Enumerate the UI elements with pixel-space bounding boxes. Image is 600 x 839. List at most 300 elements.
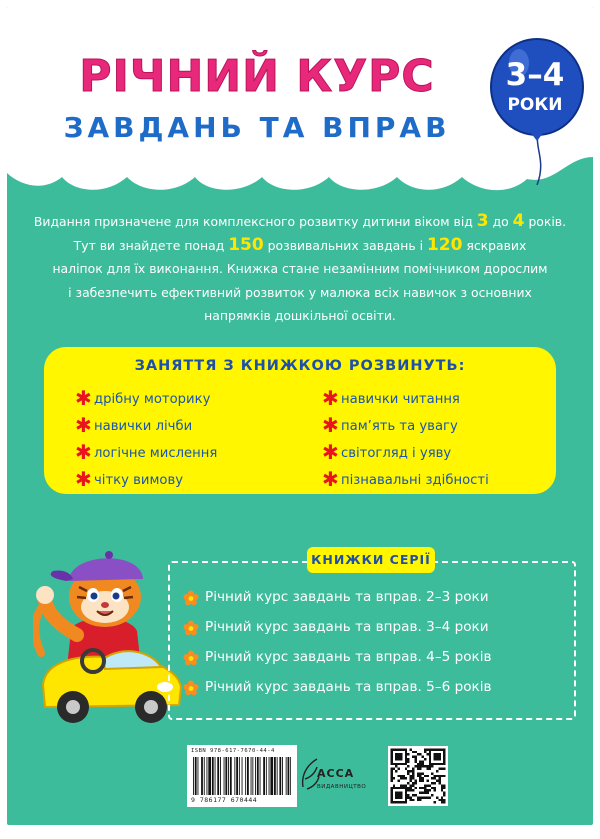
qr-module	[393, 787, 395, 789]
qr-module	[438, 782, 440, 784]
barcode-bar	[288, 757, 290, 795]
qr-module	[443, 784, 445, 786]
qr-module	[443, 794, 445, 796]
qr-module	[419, 765, 421, 767]
qr-module	[431, 772, 433, 774]
publisher-logo	[299, 747, 379, 805]
qr-module	[434, 753, 436, 755]
qr-module	[390, 794, 392, 796]
qr-module	[410, 784, 412, 786]
publisher-name: АССА	[317, 767, 355, 780]
qr-module	[400, 756, 402, 758]
qr-module	[395, 801, 397, 803]
qr-module	[405, 792, 407, 794]
qr-module	[405, 763, 407, 765]
qr-module	[410, 789, 412, 791]
qr-module	[419, 768, 421, 770]
qr-module	[412, 784, 414, 786]
series-list-box	[168, 561, 576, 720]
qr-module	[438, 780, 440, 782]
qr-module	[400, 787, 402, 789]
qr-module	[398, 758, 400, 760]
qr-module	[398, 796, 400, 798]
qr-module	[436, 763, 438, 765]
qr-module	[407, 782, 409, 784]
qr-module	[412, 777, 414, 779]
qr-module	[438, 775, 440, 777]
barcode-bar	[217, 757, 219, 795]
qr-module	[407, 760, 409, 762]
flower-icon	[183, 680, 199, 696]
qr-module	[431, 763, 433, 765]
qr-module	[398, 794, 400, 796]
qr-module	[400, 796, 402, 798]
qr-module	[390, 772, 392, 774]
qr-module	[438, 756, 440, 758]
qr-module	[441, 784, 443, 786]
qr-module	[443, 792, 445, 794]
qr-module	[405, 799, 407, 801]
qr-module	[390, 780, 392, 782]
barcode-bar	[228, 757, 229, 795]
qr-module	[407, 772, 409, 774]
qr-module	[412, 768, 414, 770]
qr-module	[434, 756, 436, 758]
publisher-subtitle: ВИДАВНИЦТВО	[317, 784, 367, 790]
qr-module	[390, 768, 392, 770]
qr-module	[417, 796, 419, 798]
barcode-bar	[220, 757, 221, 795]
qr-module	[443, 753, 445, 755]
qr-module	[426, 780, 428, 782]
flower-icon	[183, 650, 199, 666]
barcode-bar	[263, 757, 265, 795]
qr-module	[395, 748, 397, 750]
qr-module	[395, 796, 397, 798]
qr-module	[412, 799, 414, 801]
qr-module	[410, 748, 412, 750]
qr-module	[405, 801, 407, 803]
qr-module	[419, 780, 421, 782]
qr-module	[436, 753, 438, 755]
qr-module	[410, 796, 412, 798]
barcode-bar	[215, 757, 216, 795]
qr-module	[419, 760, 421, 762]
qr-module	[390, 763, 392, 765]
qr-module	[395, 765, 397, 767]
skill-item: ✱ пізнавальні здібності	[322, 467, 489, 491]
book-back-cover	[7, 7, 593, 825]
qr-module	[441, 801, 443, 803]
qr-module	[398, 787, 400, 789]
qr-module	[390, 792, 392, 794]
qr-module	[434, 777, 436, 779]
qr-module	[402, 763, 404, 765]
star-icon: ✱	[322, 413, 339, 437]
qr-module	[434, 763, 436, 765]
barcode-bar	[230, 757, 232, 795]
series-item: Річний курс завдань та вправ. 5–6 років	[205, 679, 492, 695]
qr-module	[434, 775, 436, 777]
star-icon: ✱	[322, 440, 339, 464]
barcode-bar	[290, 757, 291, 795]
qr-module	[429, 758, 431, 760]
qr-module	[426, 796, 428, 798]
qr-module	[393, 784, 395, 786]
qr-module	[390, 801, 392, 803]
qr-module	[390, 787, 392, 789]
qr-module	[402, 787, 404, 789]
star-icon: ✱	[75, 467, 92, 491]
qr-module	[414, 794, 416, 796]
barcode-bar	[201, 757, 203, 795]
barcode-bar	[208, 757, 211, 795]
qr-module	[438, 799, 440, 801]
qr-module	[390, 775, 392, 777]
qr-module	[429, 748, 431, 750]
barcode-bar	[195, 757, 197, 795]
qr-module	[441, 789, 443, 791]
barcode-bar	[224, 757, 225, 795]
qr-module	[438, 777, 440, 779]
qr-module	[400, 784, 402, 786]
barcode-bars	[193, 757, 291, 795]
barcode-bar	[245, 757, 246, 795]
qr-module	[390, 758, 392, 760]
barcode-bar	[269, 757, 270, 795]
barcode-number: 9 786177 670444	[191, 796, 258, 804]
qr-module	[410, 787, 412, 789]
qr-module	[424, 765, 426, 767]
qr-module	[434, 782, 436, 784]
qr-module	[424, 787, 426, 789]
description-line-2: Тут ви знайдете понад 150 розвивальних завдань і 120 яскравих	[73, 234, 527, 255]
qr-module	[390, 748, 392, 750]
qr-module	[393, 763, 395, 765]
qr-module	[395, 794, 397, 796]
qr-module	[417, 763, 419, 765]
qr-module	[417, 753, 419, 755]
qr-module	[395, 787, 397, 789]
qr-module	[429, 789, 431, 791]
skills-panel	[44, 347, 556, 494]
qr-module	[422, 780, 424, 782]
qr-module	[393, 768, 395, 770]
qr-module	[436, 770, 438, 772]
qr-module	[417, 768, 419, 770]
star-icon: ✱	[75, 440, 92, 464]
qr-module	[405, 794, 407, 796]
qr-module	[443, 748, 445, 750]
barcode-bar	[260, 757, 261, 795]
skills-title: ЗАНЯТТЯ З КНИЖКОЮ РОЗВИНУТЬ:	[134, 358, 466, 374]
qr-module	[436, 756, 438, 758]
qr-module	[426, 784, 428, 786]
qr-module	[412, 789, 414, 791]
qr-module	[405, 756, 407, 758]
qr-module	[405, 787, 407, 789]
qr-module	[400, 763, 402, 765]
qr-module	[441, 768, 443, 770]
qr-module	[417, 799, 419, 801]
qr-module	[390, 753, 392, 755]
qr-module	[414, 787, 416, 789]
qr-module	[424, 775, 426, 777]
barcode-bar	[274, 757, 276, 795]
qr-module	[390, 756, 392, 758]
qr-module	[407, 794, 409, 796]
qr-module	[395, 770, 397, 772]
qr-module	[424, 784, 426, 786]
skill-item: ✱ пам’ять та увагу	[322, 413, 458, 437]
barcode-bar	[193, 757, 194, 795]
qr-module	[414, 782, 416, 784]
qr-module	[434, 748, 436, 750]
qr-module	[412, 751, 414, 753]
barcode-bar	[286, 757, 287, 795]
qr-module	[431, 782, 433, 784]
qr-module	[417, 775, 419, 777]
qr-module	[412, 756, 414, 758]
tiger-in-car-illustration	[33, 535, 183, 731]
barcode-bar	[239, 757, 240, 795]
barcode-bar	[279, 757, 281, 795]
description-line-3: наліпок для їх виконання. Книжка стане незамінним помічником дорослим	[52, 261, 548, 277]
qr-module	[419, 775, 421, 777]
qr-module	[412, 794, 414, 796]
qr-module	[405, 796, 407, 798]
qr-module	[441, 799, 443, 801]
flower-icon	[183, 620, 199, 636]
qr-module	[443, 775, 445, 777]
barcode-bar	[270, 757, 273, 795]
qr-module	[436, 748, 438, 750]
barcode-bar	[251, 757, 252, 795]
qr-module	[422, 760, 424, 762]
qr-module	[426, 792, 428, 794]
qr-module	[424, 796, 426, 798]
qr-module	[419, 772, 421, 774]
barcode-bar	[204, 757, 205, 795]
qr-module	[398, 753, 400, 755]
qr-module	[395, 756, 397, 758]
qr-module	[426, 775, 428, 777]
skill-item: ✱ навички лічби	[75, 413, 193, 437]
skill-item: ✱ світогляд і уяву	[322, 440, 452, 464]
qr-module	[398, 763, 400, 765]
qr-module	[438, 748, 440, 750]
qr-module	[400, 792, 402, 794]
barcode-bar	[207, 757, 208, 795]
skill-item: ✱ чітку вимову	[75, 467, 184, 491]
qr-module	[405, 751, 407, 753]
qr-module	[438, 768, 440, 770]
series-item: Річний курс завдань та вправ. 3–4 роки	[205, 619, 489, 635]
qr-module	[419, 799, 421, 801]
qr-module	[436, 796, 438, 798]
qr-module	[431, 794, 433, 796]
qr-module	[417, 765, 419, 767]
barcode-bar	[277, 757, 278, 795]
barcode-bar	[225, 757, 227, 795]
barcode-bar	[198, 757, 199, 795]
qr-module	[405, 768, 407, 770]
qr-module	[441, 787, 443, 789]
qr-module	[434, 801, 436, 803]
isbn-number: ISBN 978-617-7670-44-4	[191, 748, 275, 754]
qr-module	[390, 789, 392, 791]
qr-module	[402, 777, 404, 779]
qr-module	[400, 758, 402, 760]
qr-module	[398, 792, 400, 794]
qr-module	[393, 801, 395, 803]
book-title-line2: ЗАВДАНЬ ТА ВПРАВ	[63, 111, 451, 144]
qr-module	[398, 768, 400, 770]
qr-module	[422, 772, 424, 774]
qr-module	[441, 748, 443, 750]
qr-module	[443, 760, 445, 762]
qr-module	[414, 756, 416, 758]
qr-module	[407, 796, 409, 798]
qr-module	[431, 765, 433, 767]
barcode-bar	[282, 757, 283, 795]
age-range: 3–4	[505, 57, 565, 93]
qr-module	[405, 760, 407, 762]
qr-module	[438, 753, 440, 755]
description-line-1: Видання призначене для комплексного розвитку дитини віком від 3 до 4 років.	[33, 211, 567, 231]
qr-module	[424, 792, 426, 794]
qr-module	[426, 748, 428, 750]
qr-module	[431, 787, 433, 789]
qr-module	[414, 760, 416, 762]
qr-module	[412, 782, 414, 784]
barcode-bar	[236, 757, 238, 795]
qr-module	[438, 758, 440, 760]
barcode-bar	[234, 757, 235, 795]
series-item: Річний курс завдань та вправ. 2–3 роки	[205, 589, 489, 605]
qr-module	[443, 799, 445, 801]
qr-module	[443, 801, 445, 803]
qr-module	[390, 799, 392, 801]
barcode-bar	[266, 757, 267, 795]
star-icon: ✱	[75, 386, 92, 410]
qr-module	[405, 789, 407, 791]
qr-module	[400, 777, 402, 779]
qr-module	[422, 792, 424, 794]
star-icon: ✱	[322, 386, 339, 410]
qr-module	[407, 789, 409, 791]
qr-module	[443, 787, 445, 789]
qr-module	[424, 758, 426, 760]
qr-module	[407, 787, 409, 789]
qr-module	[426, 768, 428, 770]
qr-module	[407, 753, 409, 755]
flower-icon	[183, 590, 199, 606]
qr-module	[426, 789, 428, 791]
barcode-bar	[247, 757, 249, 795]
qr-module	[422, 796, 424, 798]
qr-module	[429, 753, 431, 755]
qr-module	[410, 777, 412, 779]
qr-module	[407, 765, 409, 767]
qr-module	[426, 753, 428, 755]
qr-module	[400, 794, 402, 796]
qr-module	[424, 789, 426, 791]
qr-module	[429, 796, 431, 798]
qr-module	[443, 758, 445, 760]
qr-module	[405, 753, 407, 755]
qr-module	[393, 777, 395, 779]
qr-module	[405, 748, 407, 750]
qr-module	[429, 760, 431, 762]
qr-module	[429, 784, 431, 786]
qr-module	[410, 799, 412, 801]
qr-module	[405, 758, 407, 760]
qr-module	[441, 796, 443, 798]
book-title-line1: РІЧНИЙ КУРС	[79, 51, 435, 102]
isbn-barcode	[187, 745, 297, 807]
barcode-bar	[242, 757, 243, 795]
qr-module	[395, 792, 397, 794]
qr-module	[412, 775, 414, 777]
qr-module	[429, 751, 431, 753]
qr-module	[424, 748, 426, 750]
barcode-bar	[252, 757, 253, 795]
qr-module	[402, 801, 404, 803]
qr-module	[410, 770, 412, 772]
qr-module	[402, 748, 404, 750]
qr-module	[398, 756, 400, 758]
qr-module	[398, 780, 400, 782]
qr-module	[429, 768, 431, 770]
star-icon: ✱	[322, 467, 339, 491]
qr-module	[429, 756, 431, 758]
qr-module	[414, 751, 416, 753]
qr-module	[434, 789, 436, 791]
qr-module	[398, 801, 400, 803]
qr-module	[390, 770, 392, 772]
qr-module	[410, 780, 412, 782]
qr-code	[388, 746, 448, 806]
qr-module	[426, 765, 428, 767]
qr-module	[419, 753, 421, 755]
qr-module	[407, 770, 409, 772]
qr-module	[422, 787, 424, 789]
qr-module	[436, 780, 438, 782]
qr-module	[441, 763, 443, 765]
qr-module	[443, 751, 445, 753]
qr-module	[417, 772, 419, 774]
qr-module	[390, 777, 392, 779]
qr-module	[400, 801, 402, 803]
qr-module	[429, 763, 431, 765]
qr-module	[400, 748, 402, 750]
qr-module	[412, 770, 414, 772]
qr-module	[443, 756, 445, 758]
qr-module	[412, 772, 414, 774]
qr-module	[402, 784, 404, 786]
qr-module	[422, 765, 424, 767]
qr-module	[395, 758, 397, 760]
qr-module	[419, 777, 421, 779]
qr-module	[390, 796, 392, 798]
qr-module	[395, 753, 397, 755]
qr-module	[434, 787, 436, 789]
qr-module	[434, 758, 436, 760]
age-unit: РОКИ	[507, 95, 563, 115]
description-line-4: і забезпечить ефективний розвиток у малюка всіх навичок з основних	[68, 284, 532, 300]
qr-module	[407, 758, 409, 760]
